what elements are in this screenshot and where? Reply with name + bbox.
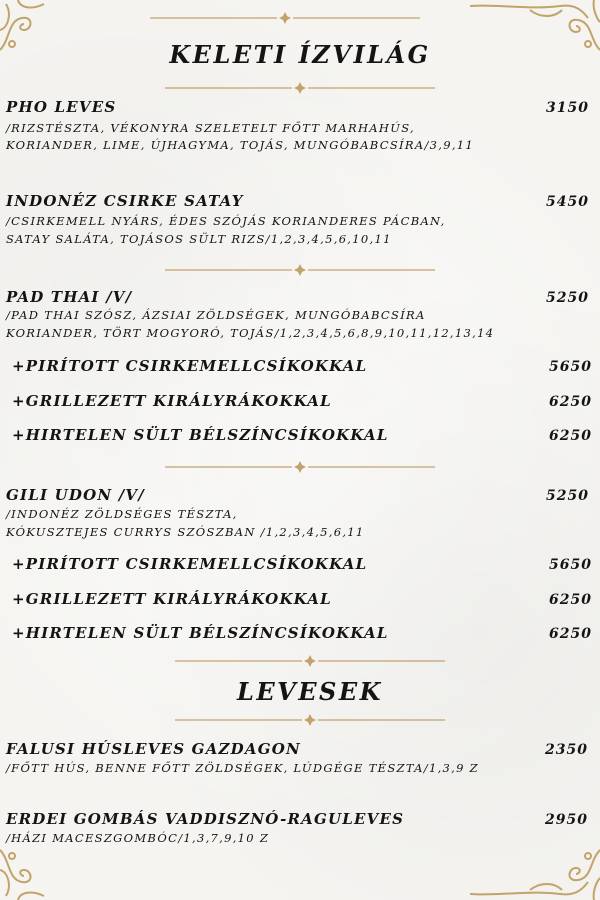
addon-price: 5650 [549,359,592,375]
dish-name: PHO LEVES [6,98,117,116]
dish-description: /CSIRKEMELL NYÁRS, ÉDES SZÓJÁS KORIANDERES PÁCBAN, [6,214,446,228]
dish-name: FALUSI HÚSLEVES GAZDAGON [6,740,301,758]
addon-label: +GRILLEZETT KIRÁLYRÁKOKKAL [12,590,332,608]
section-title: LEVESEK [236,677,384,706]
divider-ornament [175,653,445,669]
dish-description: KORIANDER, LIME, ÚJHAGYMA, TOJÁS, MUNGÓBABCSÍRA/3,9,11 [6,138,475,152]
corner-ornament-bottom-left-icon [0,840,50,900]
divider-ornament [165,80,435,96]
dish-description: /FŐTT HÚS, BENNE FŐTT ZÖLDSÉGEK, LÚDGÉGE TÉSZTA/1,3,9 Z [6,761,479,775]
section-title: KELETI ÍZVILÁG [169,40,431,69]
dish-name: ERDEI GOMBÁS VADDISZNÓ-RAGULEVES [6,810,405,828]
addon-label: +PIRÍTOTT CSIRKEMELLCSÍKOKKAL [12,357,368,375]
dish-price: 2350 [545,742,588,758]
divider-ornament [175,712,445,728]
dish-name: GILI UDON /V/ [6,486,145,504]
corner-ornament-bottom-right-icon [470,840,600,900]
addon-price: 6250 [549,626,592,642]
addon-label: +GRILLEZETT KIRÁLYRÁKOKKAL [12,392,332,410]
dish-description: KÓKUSZTEJES CURRYS SZÓSZBAN /1,2,3,4,5,6,11 [6,525,365,539]
dish-description: /RIZSTÉSZTA, VÉKONYRA SZELETELT FŐTT MARHAHÚS, [6,121,415,135]
dish-name: PAD THAI /V/ [6,288,133,306]
dish-price: 5250 [546,290,589,306]
dish-description: /PAD THAI SZÓSZ, ÁZSIAI ZÖLDSÉGEK, MUNGÓBABCSÍRA [6,308,426,322]
addon-price: 5650 [549,557,592,573]
dish-name: INDONÉZ CSIRKE SATAY [6,192,244,210]
addon-price: 6250 [549,592,592,608]
divider-ornament [150,10,420,26]
divider-ornament [165,459,435,475]
addon-price: 6250 [549,394,592,410]
dish-price: 3150 [546,100,589,116]
addon-label: +HIRTELEN SÜLT BÉLSZÍNCSÍKOKKAL [12,624,389,642]
addon-label: +PIRÍTOTT CSIRKEMELLCSÍKOKKAL [12,555,368,573]
addon-price: 6250 [549,428,592,444]
dish-description: /HÁZI MACESZGOMBÓC/1,3,7,9,10 Z [6,831,270,845]
addon-label: +HIRTELEN SÜLT BÉLSZÍNCSÍKOKKAL [12,426,389,444]
dish-description: KORIANDER, TÖRT MOGYORÓ, TOJÁS/1,2,3,4,5,6,8,9,10,11,12,13,14 [6,326,495,340]
divider-ornament [165,262,435,278]
dish-price: 2950 [545,812,588,828]
dish-description: SATAY SALÁTA, TOJÁSOS SÜLT RIZS/1,2,3,4,5,6,10,11 [6,232,392,246]
dish-price: 5250 [546,488,589,504]
dish-price: 5450 [546,194,589,210]
dish-description: /INDONÉZ ZÖLDSÉGES TÉSZTA, [6,507,238,521]
